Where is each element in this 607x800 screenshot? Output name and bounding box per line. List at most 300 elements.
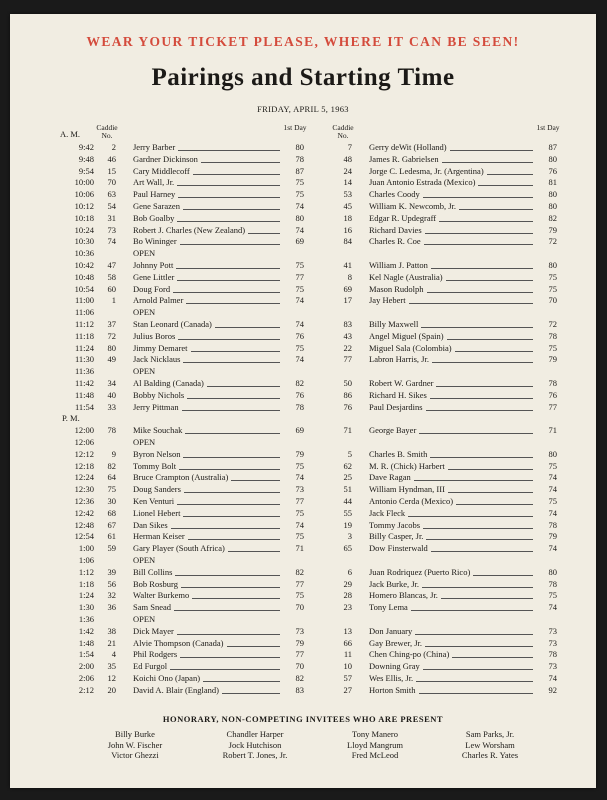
leader-line [191, 351, 280, 352]
leader-line [427, 292, 533, 293]
player-name: Downing Gray [369, 661, 420, 672]
first-day-score: 73 [295, 484, 304, 495]
leader-line [215, 327, 280, 328]
leader-line [431, 551, 533, 552]
caddie-number: 12 [107, 673, 116, 683]
leader-line [170, 669, 280, 670]
player-name: Juan Rodriquez (Puerto Rico) [369, 566, 471, 577]
caddie-number: 49 [107, 354, 116, 365]
player-name: Labron Harris, Jr. [369, 354, 429, 365]
pairing-row [10, 390, 596, 401]
leader-line [228, 551, 280, 552]
first-day-score: 76 [548, 389, 557, 400]
open-row [10, 248, 596, 259]
player-name: M. R. (Chick) Harbert [369, 460, 445, 471]
player-name: David A. Blair (England) [133, 684, 219, 695]
pm-section-label [10, 413, 596, 424]
open-slot: OPEN [133, 248, 156, 259]
first-day-score: 75 [548, 283, 557, 294]
leader-line [174, 610, 280, 611]
caddie-number: 3 [347, 531, 352, 542]
first-day-score: 77 [295, 578, 304, 589]
caddie-number: 64 [107, 472, 116, 483]
leader-line [448, 469, 533, 470]
pairing-row [10, 508, 596, 519]
caddie-number: 32 [107, 590, 116, 601]
tee-time: 1:42 [78, 625, 94, 636]
caddie-number: 76 [343, 401, 352, 412]
pairing-row [10, 189, 596, 200]
tee-time: 11:12 [74, 319, 94, 329]
tee-time: 12:18 [74, 460, 94, 471]
caddie-number: 53 [343, 189, 352, 200]
caddie-number: 71 [343, 425, 352, 436]
first-day-score: 80 [548, 201, 557, 211]
caddie-number: 36 [107, 602, 116, 613]
leader-line [425, 646, 533, 647]
pairing-row [10, 496, 596, 507]
open-row [10, 437, 596, 448]
player-name: Antonio Cerda (Mexico) [369, 496, 454, 506]
first-day-score: 75 [295, 507, 304, 518]
caddie-number: 7 [347, 142, 352, 152]
player-name: Byron Nelson [133, 448, 181, 459]
leader-line [181, 587, 280, 588]
leader-line [431, 268, 533, 269]
leader-line [227, 646, 281, 647]
player-name: Jack Burke, Jr. [369, 578, 420, 589]
pairing-row [10, 484, 596, 495]
caddie-number: 22 [343, 342, 352, 353]
player-name: Charles B. Smith [369, 448, 428, 459]
caddie-header-left: Caddie No. [96, 123, 118, 140]
player-name: George Bayer [369, 425, 417, 436]
pairing-row [10, 472, 596, 483]
caddie-number: 6 [347, 566, 352, 577]
leader-line [421, 327, 533, 328]
open-row [10, 555, 596, 566]
first-day-score: 76 [295, 389, 304, 400]
leader-line [185, 433, 280, 434]
player-name: Cary Middlecoff [133, 165, 190, 176]
player-name: Richard H. Sikes [369, 389, 427, 400]
caddie-number: 37 [107, 319, 116, 329]
caddie-number: 25 [343, 472, 352, 483]
leader-line [173, 292, 280, 293]
tee-time: 12:06 [74, 437, 94, 447]
player-name: Angel Miguel (Spain) [369, 330, 444, 341]
leader-line [411, 610, 533, 611]
player-name: Gary Player (South Africa) [133, 543, 225, 554]
tee-time: 12:12 [74, 448, 94, 459]
tee-time: 11:36 [74, 366, 94, 377]
first-day-score: 80 [548, 189, 557, 200]
first-day-score: 79 [548, 531, 557, 542]
first-day-score: 78 [548, 519, 557, 530]
tee-time: 1:12 [78, 566, 94, 577]
leader-line [178, 150, 280, 151]
pairings-sheet [10, 14, 596, 788]
player-name: Robert W. Gardner [369, 378, 434, 388]
player-name: Wes Ellis, Jr. [369, 673, 414, 683]
player-name: William J. Patton [369, 260, 428, 270]
ticket-banner: WEAR YOUR TICKET PLEASE, WHERE IT CAN BE SEEN! [86, 34, 520, 49]
tee-time: 12:36 [74, 496, 94, 506]
tee-time: 12:24 [74, 472, 94, 483]
tee-time: 11:42 [74, 378, 94, 388]
player-name: Jack Fleck [369, 507, 406, 518]
day-header-right: 1st Day [536, 123, 560, 132]
player-name: Jack Nicklaus [133, 354, 181, 365]
first-day-score: 74 [295, 472, 304, 483]
leader-line [423, 197, 533, 198]
leader-line [183, 362, 280, 363]
first-day-score: 75 [548, 271, 557, 282]
tee-time: 10:18 [74, 212, 94, 223]
player-name: Jimmy Demaret [133, 342, 188, 353]
player-name: Kel Nagle (Australia) [369, 271, 443, 282]
player-name: Miguel Sala (Colombia) [369, 342, 452, 353]
first-day-score: 78 [548, 378, 557, 388]
player-name: Doug Sanders [133, 484, 181, 495]
player-name: Mason Rudolph [369, 283, 424, 294]
player-name: Al Balding (Canada) [133, 378, 204, 388]
player-name: James R. Gabrielsen [369, 153, 439, 164]
player-name: Art Wall, Jr. [133, 177, 175, 188]
player-name: Walter Burkemo [133, 590, 190, 601]
caddie-number: 13 [343, 625, 352, 636]
caddie-number: 29 [343, 578, 352, 589]
leader-line [442, 162, 533, 163]
caddie-number: 39 [107, 566, 116, 577]
caddie-number: 35 [107, 661, 116, 672]
honorary-name: Chandler Harper [226, 729, 284, 739]
day-header-left: 1st Day [283, 123, 307, 132]
first-day-score: 75 [295, 531, 304, 542]
first-day-score: 70 [548, 295, 557, 306]
leader-line [177, 504, 280, 505]
leader-line [426, 410, 533, 411]
player-name: Richard Davies [369, 224, 422, 235]
honorary-column [435, 729, 545, 761]
first-day-score: 81 [548, 177, 557, 188]
caddie-number: 45 [343, 201, 352, 211]
first-day-score: 75 [295, 177, 304, 188]
tee-time: 1:24 [78, 590, 94, 601]
first-day-score: 76 [295, 330, 304, 341]
first-day-score: 74 [548, 602, 557, 613]
pairing-row [10, 638, 596, 649]
caddie-number: 61 [107, 531, 116, 542]
first-day-score: 74 [295, 295, 304, 306]
player-name: Gene Sarazen [133, 201, 180, 211]
caddie-number: 80 [107, 342, 116, 353]
leader-line [207, 386, 280, 387]
caddie-number: 15 [107, 165, 116, 176]
pairing-row [10, 201, 596, 212]
first-day-score: 73 [548, 661, 557, 672]
caddie-number: 14 [343, 177, 352, 188]
tee-time: 1:54 [78, 649, 94, 660]
caddie-number: 55 [343, 507, 352, 518]
caddie-number: 65 [343, 543, 352, 554]
honorary-name: Charles R. Yates [461, 750, 519, 760]
caddie-number: 68 [107, 507, 116, 518]
player-name: Juan Antonio Estrada (Mexico) [369, 177, 476, 188]
pairing-row [10, 236, 596, 247]
open-row [10, 614, 596, 625]
pairing-row [10, 295, 596, 306]
player-name: Bruce Crampton (Australia) [133, 472, 229, 483]
first-day-score: 75 [548, 342, 557, 353]
player-name: Bo Wininger [133, 236, 177, 247]
leader-line [201, 162, 280, 163]
leader-line [448, 492, 533, 493]
caddie-number: 44 [343, 496, 352, 506]
caddie-number: 58 [107, 271, 116, 282]
caddie-number: 78 [107, 425, 116, 436]
first-day-score: 75 [295, 460, 304, 471]
pairing-row [10, 661, 596, 672]
honorary-column [320, 729, 430, 761]
caddie-number: 17 [343, 295, 352, 306]
open-row [10, 307, 596, 318]
caddie-number: 16 [343, 224, 352, 235]
open-slot: OPEN [133, 437, 156, 447]
first-day-score: 80 [548, 260, 557, 270]
tee-time: 12:00 [74, 425, 94, 436]
tee-time: 10:54 [74, 283, 94, 294]
caddie-number: 66 [343, 637, 352, 648]
pairing-row [10, 626, 596, 637]
first-day-score: 72 [548, 319, 557, 329]
player-name: Jay Hebert [369, 295, 406, 306]
leader-line [452, 657, 533, 658]
leader-line [192, 598, 280, 599]
player-name: Dave Ragan [369, 472, 411, 483]
leader-line [178, 197, 280, 198]
leader-line [423, 528, 533, 529]
pairing-row [10, 543, 596, 554]
honorary-name: Fred McLeod [351, 750, 399, 760]
leader-line [415, 634, 533, 635]
caddie-number: 8 [347, 271, 352, 282]
player-name: Tony Lema [369, 602, 408, 613]
caddie-number: 28 [343, 590, 352, 601]
player-name: Mike Souchak [133, 425, 183, 436]
leader-line [487, 174, 533, 175]
honorary-name: Lloyd Mangrum [347, 739, 403, 750]
tee-time: 12:42 [74, 507, 94, 518]
caddie-number: 50 [343, 378, 352, 388]
first-day-score: 77 [295, 649, 304, 660]
honorary-name: Jock Hutchison [228, 739, 282, 750]
player-name: Ken Venturi [133, 496, 175, 506]
first-day-score: 78 [548, 330, 557, 341]
open-row [10, 366, 596, 377]
player-name: Phil Rodgers [133, 649, 178, 660]
leader-line [177, 280, 280, 281]
player-name: Lionel Hebert [133, 507, 181, 518]
first-day-score: 75 [295, 260, 304, 270]
leader-line [409, 303, 533, 304]
first-day-score: 87 [295, 165, 304, 176]
pairing-row [10, 166, 596, 177]
leader-line [177, 221, 280, 222]
caddie-number: 4 [111, 649, 116, 660]
first-day-score: 74 [295, 354, 304, 365]
leader-line [450, 150, 533, 151]
tee-time: 1:48 [78, 637, 94, 648]
caddie-number: 57 [343, 673, 352, 683]
first-day-score: 70 [295, 661, 304, 672]
player-name: Bob Rosburg [133, 578, 178, 589]
pairing-row [10, 177, 596, 188]
first-day-score: 82 [295, 378, 304, 388]
first-day-score: 78 [295, 401, 304, 412]
tee-time: 12:30 [74, 484, 94, 495]
first-day-score: 77 [295, 496, 304, 506]
first-day-score: 80 [295, 142, 304, 152]
first-day-score: 74 [548, 507, 557, 518]
caddie-number: 33 [107, 401, 116, 412]
first-day-score: 83 [295, 684, 304, 695]
caddie-number: 59 [107, 543, 116, 554]
player-name: Homero Blancas, Jr. [369, 590, 438, 601]
pairing-row [10, 284, 596, 295]
first-day-score: 69 [295, 236, 304, 247]
tee-time: 11:48 [74, 389, 94, 400]
pairing-row [10, 602, 596, 613]
first-day-score: 80 [548, 153, 557, 164]
leader-line [459, 209, 533, 210]
first-day-score: 69 [295, 425, 304, 436]
leader-line [426, 539, 533, 540]
player-name: Gerry deWit (Holland) [369, 142, 447, 152]
player-name: William K. Newcomb, Jr. [369, 201, 457, 211]
caddie-number: 46 [107, 153, 116, 164]
honorary-name: Victor Ghezzi [111, 750, 159, 760]
player-name: Julius Boros [133, 330, 176, 341]
player-name: Charles R. Coe [369, 236, 421, 247]
pairing-row [10, 685, 596, 696]
caddie-number: 84 [343, 236, 352, 247]
pairing-row [10, 331, 596, 342]
first-day-score: 74 [548, 472, 557, 483]
pairing-row [10, 649, 596, 660]
player-name: Herman Keiser [133, 531, 185, 542]
first-day-score: 75 [548, 460, 557, 471]
tee-time: 11:00 [74, 295, 94, 306]
player-name: Dan Sikes [133, 519, 168, 530]
caddie-number: 1 [111, 295, 116, 306]
tee-time: 11:18 [74, 330, 94, 341]
tee-time: 2:12 [78, 684, 94, 695]
tee-time: 1:36 [78, 614, 94, 624]
leader-line [171, 528, 280, 529]
caddie-number: 31 [107, 212, 116, 223]
tee-time: 2:00 [78, 661, 94, 672]
player-name: Don January [369, 625, 413, 636]
leader-line [478, 185, 533, 186]
player-name: Gardner Dickinson [133, 153, 198, 164]
caddie-number: 9 [111, 448, 116, 459]
caddie-number: 23 [343, 602, 352, 613]
tee-time: 1:00 [78, 543, 94, 554]
first-day-score: 82 [548, 212, 557, 223]
first-day-score: 74 [548, 543, 557, 554]
caddie-number: 24 [343, 165, 352, 176]
first-day-score: 74 [295, 224, 304, 235]
first-day-score: 74 [295, 201, 304, 211]
first-day-score: 80 [548, 566, 557, 577]
first-day-score: 77 [548, 401, 557, 412]
pairing-row [10, 343, 596, 354]
first-day-score: 70 [295, 602, 304, 613]
tee-time: 11:06 [74, 307, 94, 318]
tee-time: 9:54 [78, 165, 94, 176]
honorary-column [195, 729, 315, 761]
leader-line [180, 244, 280, 245]
player-name: Doug Ford [133, 283, 171, 294]
first-day-score: 87 [548, 142, 557, 152]
page-title: Pairings and Starting Time [151, 64, 455, 91]
tee-time: 10:12 [74, 201, 94, 211]
caddie-number: 11 [343, 649, 352, 660]
tee-time: 10:48 [74, 271, 94, 282]
player-name: Edgar R. Updegraff [369, 212, 437, 223]
first-day-score: 74 [548, 673, 557, 683]
open-slot: OPEN [133, 614, 156, 624]
caddie-number: 47 [107, 260, 116, 270]
first-day-score: 74 [295, 519, 304, 530]
player-name: Tommy Bolt [133, 460, 177, 471]
leader-line [248, 233, 280, 234]
first-day-score: 80 [295, 212, 304, 223]
leader-line [180, 657, 280, 658]
caddie-number: 63 [107, 189, 116, 200]
player-name: Bobby Nichols [133, 389, 185, 400]
player-name: Gene Littler [133, 271, 175, 282]
caddie-number: 40 [107, 389, 116, 400]
caddie-number: 83 [343, 319, 352, 329]
player-name: Sam Snead [133, 602, 172, 613]
caddie-number: 19 [343, 519, 352, 530]
first-day-score: 75 [548, 590, 557, 601]
honorary-name: Robert T. Jones, Jr. [222, 750, 288, 760]
caddie-number: 62 [343, 460, 352, 471]
first-day-score: 80 [548, 448, 557, 459]
player-name: Gay Brewer, Jr. [369, 637, 423, 648]
caddie-number: 2 [111, 142, 116, 152]
leader-line [203, 681, 280, 682]
first-day-score: 74 [295, 319, 304, 329]
first-day-score: 78 [295, 153, 304, 164]
caddie-number: 86 [343, 389, 352, 400]
leader-line [183, 457, 280, 458]
caddie-number: 77 [343, 354, 352, 365]
leader-line [419, 693, 533, 694]
pairing-row [10, 520, 596, 531]
first-day-score: 72 [548, 236, 557, 247]
player-name: Dow Finsterwald [369, 543, 428, 554]
leader-line [177, 634, 280, 635]
pairing-row [10, 354, 596, 365]
player-name: Jerry Barber [133, 142, 176, 152]
leader-line [430, 398, 533, 399]
leader-line [186, 303, 280, 304]
first-day-score: 77 [295, 271, 304, 282]
